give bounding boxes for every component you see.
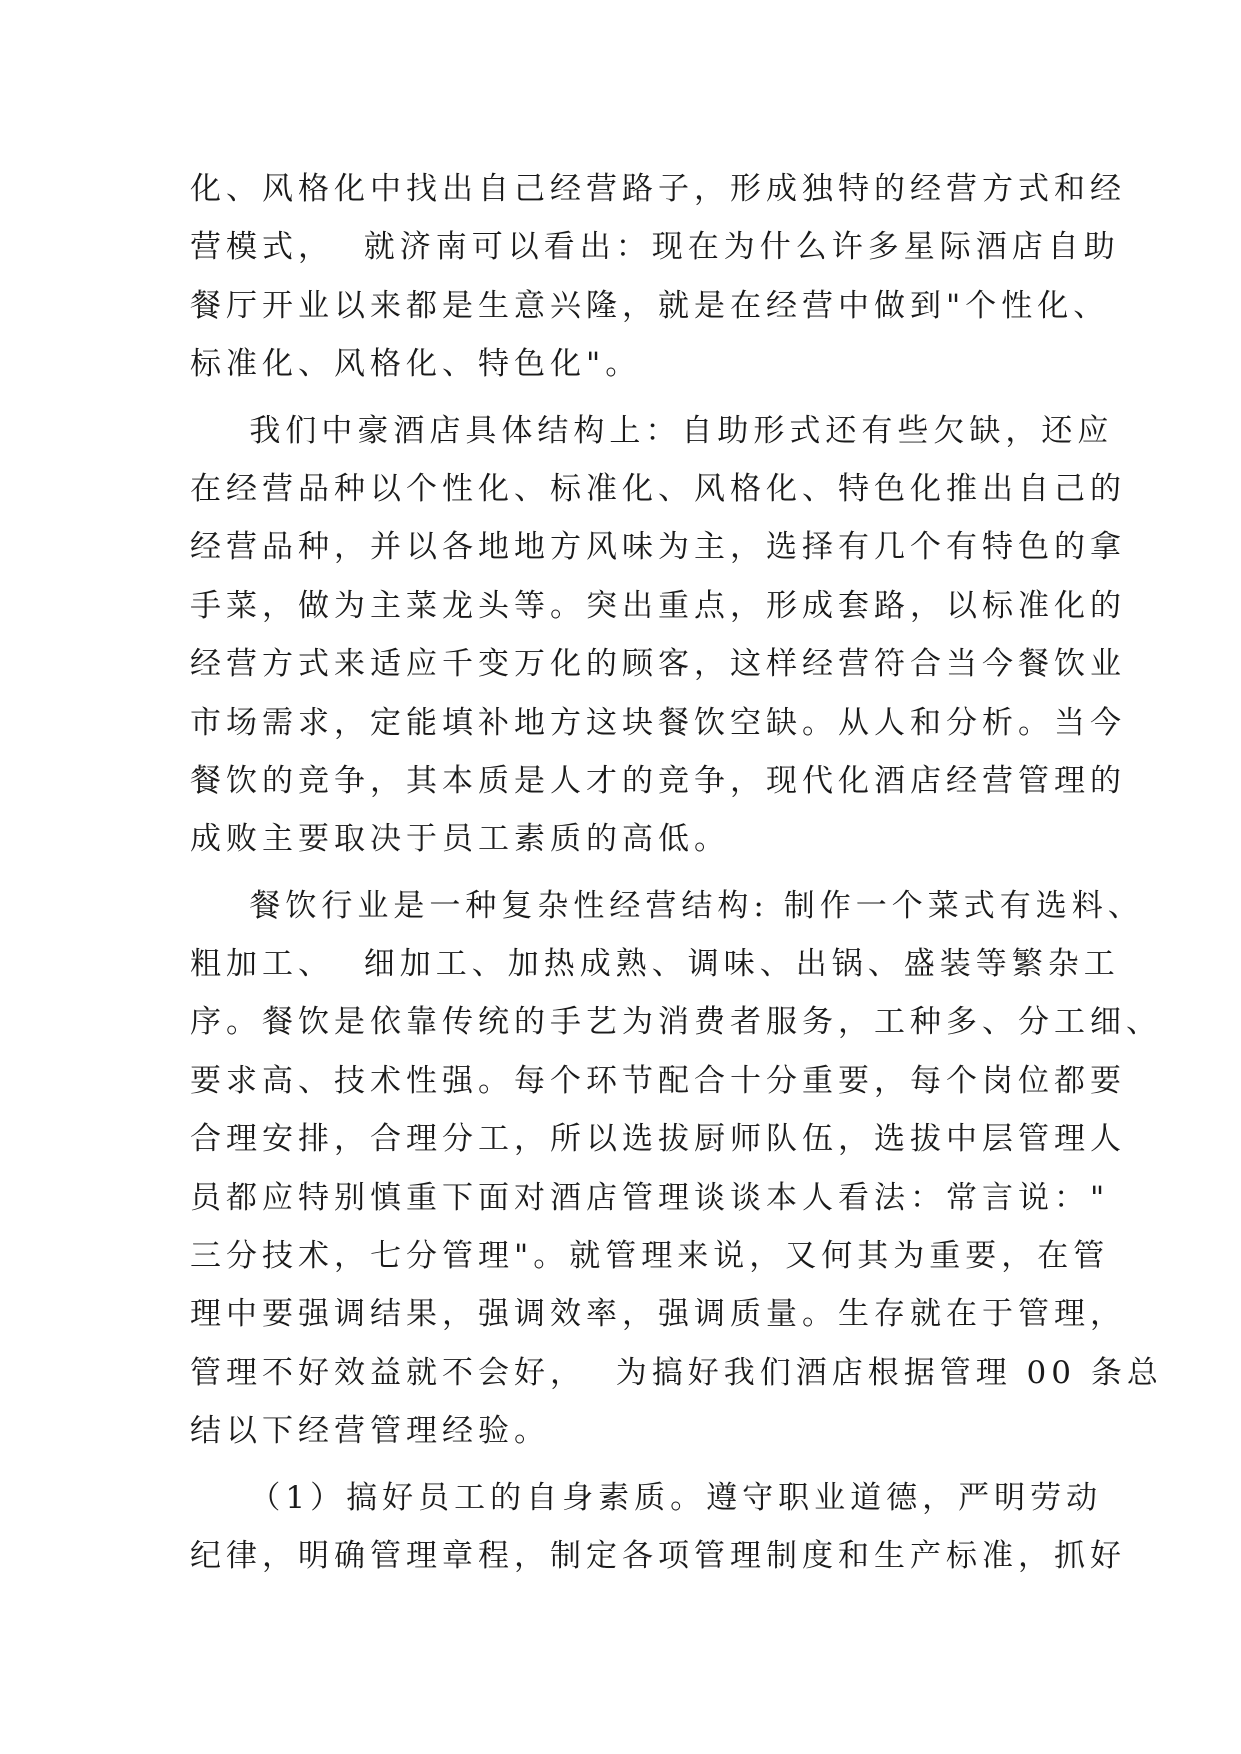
paragraph-1 — [190, 160, 1126, 394]
text-line: 成败主要取决于员工素质的高低。 — [190, 821, 730, 858]
text-line: 粗加工、 细加工、加热成熟、调味、出锅、盛装等繁杂工 — [190, 946, 1120, 983]
text-line: 三分技术，七分管理"。就管理来说，又何其为重要，在管 — [190, 1238, 1110, 1275]
text-line: 化、风格化中找出自己经营路子，形成独特的经营方式和经 — [190, 171, 1126, 207]
text-line: 我们中豪酒店具体结构上：自助形式还有些欠缺，还应 — [190, 412, 1114, 449]
text-line: 员都应特别慎重下面对酒店管理谈谈本人看法：常言说：" — [190, 1179, 1110, 1216]
text-line: 要求高、技术性强。每个环节配合十分重要，每个岗位都要 — [190, 1062, 1126, 1099]
text-line: 序。餐饮是依靠传统的手艺为消费者服务，工种多、分工细、 — [190, 1004, 1162, 1041]
text-line: 手菜，做为主菜龙头等。突出重点，形成套路，以标准化的 — [190, 587, 1126, 624]
paragraph-4 — [190, 1469, 1126, 1586]
paragraph-spacing — [190, 1461, 1050, 1469]
text-line: 合理安排，合理分工，所以选拔厨师队伍，选拔中层管理人 — [190, 1121, 1126, 1158]
paragraph-3 — [190, 877, 1163, 1461]
text-line: 市场需求，定能填补地方这块餐饮空缺。从人和分析。当今 — [190, 704, 1126, 741]
text-line: 结以下经营管理经验。 — [190, 1413, 550, 1450]
text-line: 纪律，明确管理章程，制定各项管理制度和生产标准，抓好 — [190, 1537, 1126, 1574]
text-line: 营模式， 就济南可以看出：现在为什么许多星际酒店自助 — [190, 229, 1120, 266]
text-line: （1）搞好员工的自身素质。遵守职业道德，严明劳动 — [190, 1479, 1103, 1516]
paragraph-spacing — [190, 394, 1050, 402]
text-line: 餐饮的竞争，其本质是人才的竞争，现代化酒店经营管理的 — [190, 762, 1126, 799]
text-line: 管理不好效益就不会好， 为搞好我们酒店根据管理 00 条总 — [190, 1354, 1163, 1391]
text-line: 经营方式来适应千变万化的顾客，这样经营符合当今餐饮业 — [190, 646, 1126, 683]
paragraph-2 — [190, 402, 1126, 869]
document-body — [190, 160, 1163, 1585]
text-line: 在经营品种以个性化、标准化、风格化、特色化推出自己的 — [190, 470, 1126, 507]
text-line: 理中要强调结果，强调效率，强调质量。生存就在于管理， — [190, 1296, 1126, 1333]
text-line: 餐饮行业是一种复杂性经营结构: 制作一个菜式有选料、 — [190, 887, 1144, 924]
text-line: 经营品种，并以各地地方风味为主，选择有几个有特色的拿 — [190, 529, 1126, 566]
text-line: 餐厅开业以来都是生意兴隆，就是在经营中做到"个性化、 — [190, 287, 1110, 324]
paragraph-spacing — [190, 869, 1050, 877]
text-line: 标准化、风格化、特色化"。 — [190, 346, 642, 383]
